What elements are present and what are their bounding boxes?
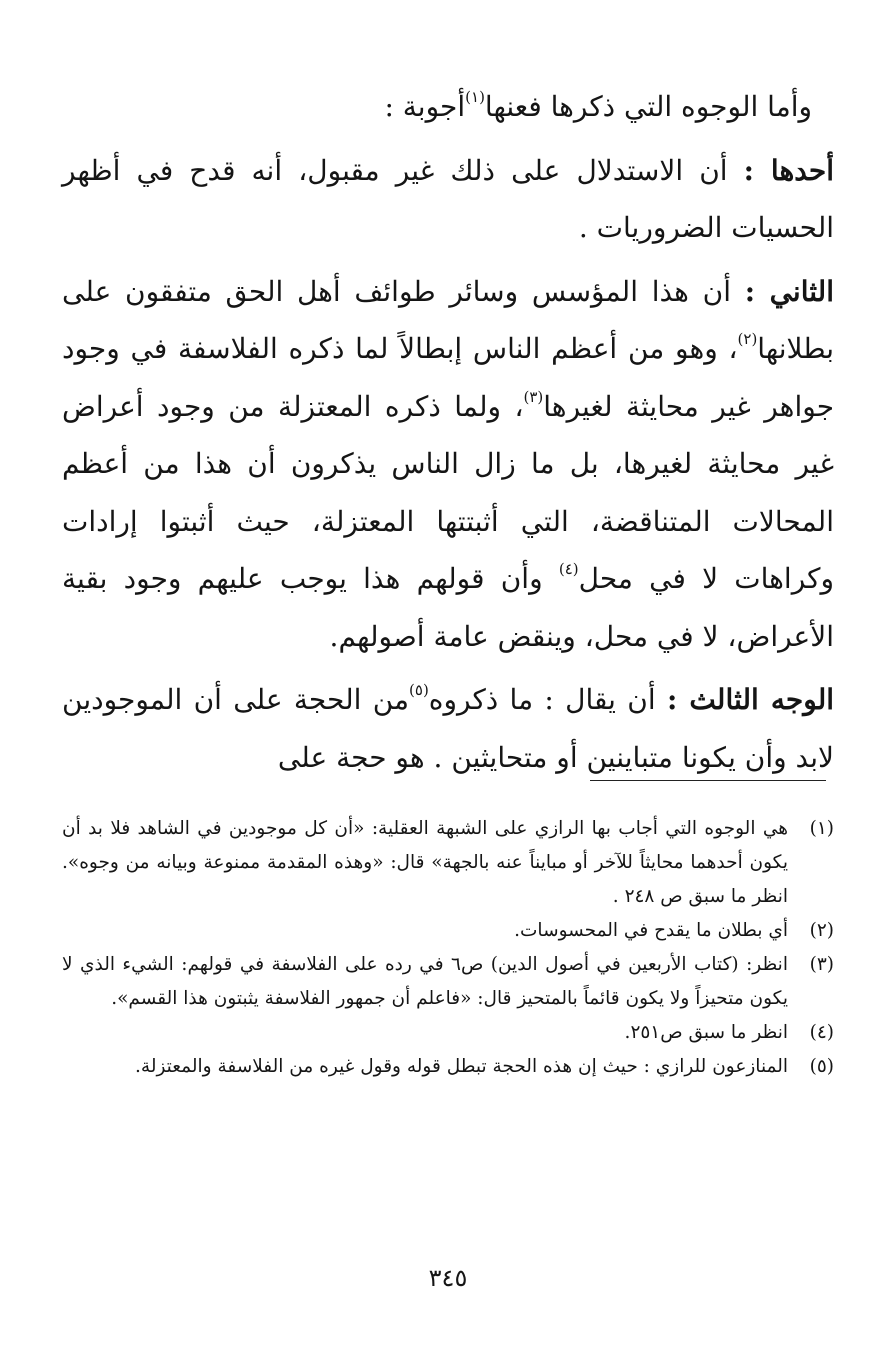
footnote-4	[62, 1016, 834, 1050]
footnote-ref-1[interactable]: (١)	[465, 88, 485, 106]
footnote-number: (١)	[809, 818, 834, 839]
intro-text: وأما الوجوه التي ذكرها فعنها	[484, 90, 812, 123]
paragraph-text: أن يقال : ما ذكروه	[428, 683, 667, 716]
footnote-number: (٥)	[809, 1056, 834, 1077]
paragraph-text: ، ولما ذكره المعتزلة من وجود أعراض غير محايثة لغيرها، بل ما زال الناس يذكرون أن هذا من أعظم المحالات المتناقضة، التي أثبتتها المعتزلة، حيث أثبتوا إرادات وكراهات لا في محل	[62, 389, 834, 595]
paragraph-third-answer	[62, 671, 834, 786]
paragraph-text: أن الاستدلال على ذلك غير مقبول، أنه قدح في أظهر الحسيات الضروريات .	[62, 153, 834, 244]
footnote-3	[62, 948, 834, 1016]
footnote-text: هي الوجوه التي أجاب بها الرازي على الشبهة العقلية: «أن كل موجودين في الشاهد فلا بد أن يكون أحدهما محايثاً للآخر أو مبايناً عنه بالجهة» قال: «وهذه المقدمة ممنوعة وبيانه من وجوه». انظر ما سبق ص ٢٤٨ .	[62, 818, 788, 907]
footnote-2	[62, 914, 834, 948]
footnote-ref-2[interactable]: (٢)	[737, 330, 758, 348]
intro-text-end: أجوبة :	[384, 90, 466, 123]
footnote-ref-3[interactable]: (٣)	[523, 387, 544, 406]
paragraph-intro	[62, 78, 834, 136]
footnote-separator	[590, 780, 826, 781]
footnotes	[62, 812, 834, 1084]
page-number: ٣٤٥	[428, 1264, 468, 1292]
footnote-5	[62, 1050, 834, 1084]
footnote-number: (٢)	[809, 920, 834, 941]
paragraph-second-answer	[62, 263, 834, 666]
footnote-text: انظر ما سبق ص٢٥١.	[624, 1022, 788, 1043]
paragraph-text: وأن قولهم هذا يوجب عليهم وجود بقية الأعراض، لا في محل، وينقض عامة أصولهم.	[62, 562, 834, 653]
footnote-ref-5[interactable]: (٥)	[409, 681, 429, 699]
paragraph-text: من الحجة على أن الموجودين لابد وأن يكونا متباينين أو متحايثين . هو حجة على	[62, 683, 834, 774]
paragraph-lead: الوجه الثالث :	[666, 683, 835, 716]
paragraph-lead: أحدها :	[743, 153, 834, 187]
paragraph-first-answer	[62, 142, 834, 257]
footnote-number: (٤)	[809, 1022, 834, 1043]
main-text	[62, 78, 834, 792]
paragraph-text: ، وهو من أعظم الناس إبطالاً لما ذكره الفلاسفة في وجود جواهر غير محايثة لغيرها	[62, 332, 834, 423]
footnote-number: (٣)	[809, 954, 834, 975]
footnote-text: أي بطلان ما يقدح في المحسوسات.	[514, 920, 788, 941]
footnote-1	[62, 812, 834, 914]
paragraph-lead: الثاني :	[744, 274, 834, 308]
paragraph-text: أن هذا المؤسس وسائر طوائف أهل الحق متفقون على بطلانها	[62, 274, 834, 365]
footnote-text: انظر: (كتاب الأربعين في أصول الدين) ص٦ في رده على الفلاسفة في قولهم: الشيء الذي لا يكون متحيزاً ولا يكون قائماً بالمتحيز قال: «فاعلم أن جمهور الفلاسفة يثبتون هذا القسم».	[62, 954, 788, 1009]
footnote-ref-4[interactable]: (٤)	[558, 560, 579, 578]
footnote-text: المنازعون للرازي : حيث إن هذه الحجة تبطل قوله وقول غيره من الفلاسفة والمعتزلة.	[135, 1056, 788, 1077]
